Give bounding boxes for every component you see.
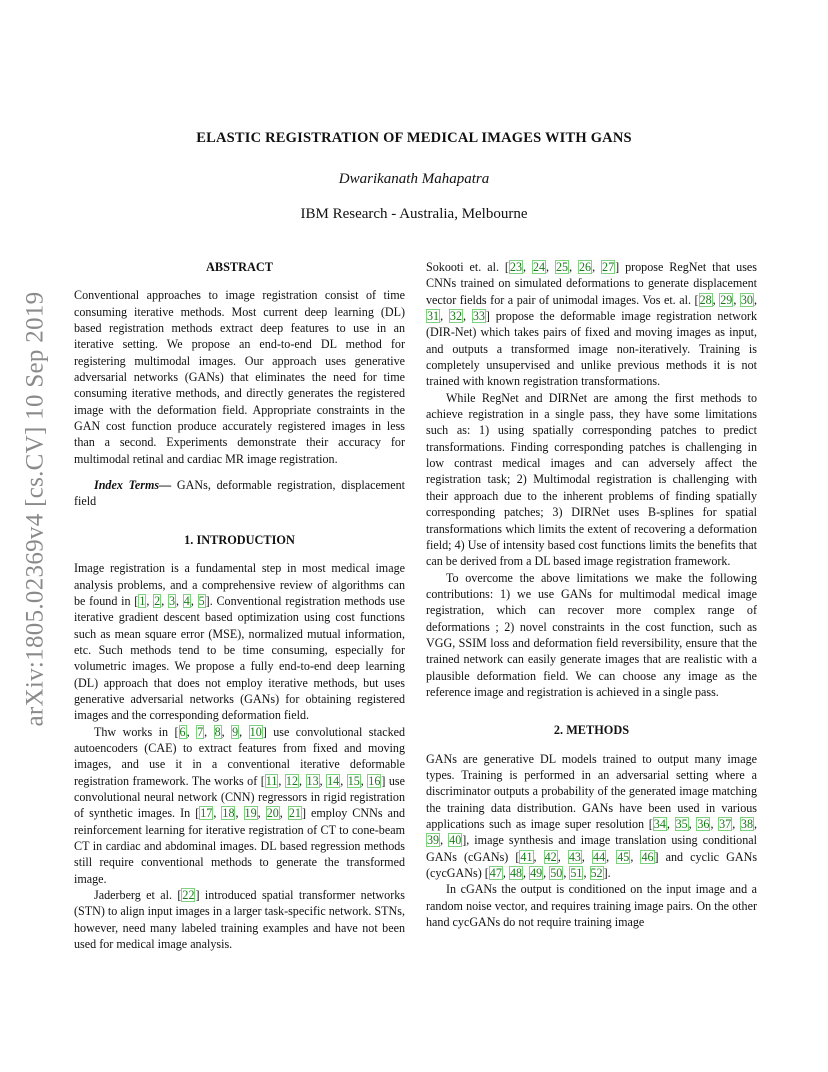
- citation-link[interactable]: 5: [198, 593, 205, 608]
- citation-link[interactable]: 41: [520, 849, 533, 864]
- citation-link[interactable]: 7: [197, 724, 204, 739]
- right-column: [426, 259, 757, 930]
- paper-title: ELASTIC REGISTRATION OF MEDICAL IMAGES WITH GANS: [196, 130, 632, 146]
- citation-link[interactable]: 4: [183, 593, 190, 608]
- citation-link[interactable]: 47: [489, 866, 502, 881]
- citation-link[interactable]: 34: [653, 817, 666, 831]
- citation-link[interactable]: 32: [449, 309, 462, 324]
- citation-link[interactable]: 43: [568, 849, 581, 864]
- citation-link[interactable]: 17: [200, 806, 213, 821]
- citation-link[interactable]: 35: [675, 817, 688, 831]
- citation-link[interactable]: 39: [427, 833, 440, 848]
- citation-link[interactable]: 30: [740, 292, 753, 307]
- abstract-heading: ABSTRACT: [206, 260, 273, 274]
- citation-link[interactable]: 29: [720, 292, 733, 307]
- citation-link[interactable]: 31: [427, 309, 440, 324]
- citation-link[interactable]: 28: [699, 292, 712, 307]
- citation-link[interactable]: 21: [288, 806, 301, 821]
- citation-link[interactable]: 20: [266, 806, 279, 821]
- citation-link[interactable]: 16: [368, 773, 381, 788]
- citation-link[interactable]: 15: [347, 773, 360, 788]
- intro-paragraph-1: Image registration is a fundamental step in most medical image analysis problems, and a comprehensive review of algorithms can be found in [1, 2, 3, 4, 5]. Conventional registration methods use iterative gradient descent based optimization using cost functions such as mean square error (MSE), normalized mutual information, etc. Such methods tend to be time consuming, especially for volumetric images. We propose a fully end-to-end deep learning (DL) approach that does not employ iterative methods, but uses generative adversarial networks (GANs) for obtaining registered images and the corresponding deformation field.: [74, 561, 406, 723]
- abstract-text: Conventional approaches to image registration consist of time consuming iterative methods. Most current deep learning (DL) based registration methods extract deep features to use in an iterative setting. We propose an end-to-end DL method for registering multimodal images. Our approach uses generative adversarial networks (GANs) that eliminates the need for time consuming iterative methods, and directly generates the registered image with the deformation field. Appropriate constraints in the GAN cost function produce accurately registered images in less than a second. Experiments demonstrate their accuracy for multimodal retinal and cardiac MR image registration.: [74, 288, 405, 466]
- index-terms-text: GANs, deformable registration, displacement field: [74, 478, 405, 509]
- citation-link[interactable]: 3: [168, 593, 176, 608]
- methods-paragraph-2: In cGANs the output is conditioned on the input image and a random noise vector, and requires training image pairs. On the other hand cycGANs do not require training image: [426, 882, 757, 930]
- citation-link[interactable]: 25: [555, 260, 569, 274]
- citation-link[interactable]: 36: [697, 817, 710, 831]
- citation-link[interactable]: 24: [532, 260, 546, 274]
- citation-link[interactable]: 6: [179, 724, 186, 739]
- citation-link[interactable]: 18: [222, 806, 235, 821]
- related-work-paragraph: Sokooti et. al. [23, 24, 25, 26, 27] propose RegNet that uses CNNs trained on simulated deformations to generate displacement vector fields for a pair of unimodal images. Vos et. al. [28, 29, 30, 31, 32, 33] propose the deformable image registration network (DIR-Net) which takes pairs of fixed and moving images as input, and outputs a transformed image non-iteratively. Training is completely unsupervised and unlike previous methods it is not trained with known registration transformations.: [426, 260, 758, 389]
- citation-link[interactable]: 23: [509, 260, 522, 274]
- methods-paragraph-1: GANs are generative DL models trained to output many image types. Training is performed in an adversarial setting where a discriminator outputs a probability of the generated image matching the training data distribution. GANs have been used in various applications such as image super resolution [34, 35, 36, 37, 38, 39, 40], image synthesis and image translation using conditional GANs (cGANs) [41, 42, 43, 44, 45, 46] and cyclic GANs (cycGANs) [47, 48, 49, 50, 51, 52].: [426, 751, 758, 881]
- arxiv-stamp: arXiv:1805.02369v4 [cs.CV] 10 Sep 2019: [21, 291, 49, 727]
- citation-link[interactable]: 50: [550, 866, 563, 881]
- citation-link[interactable]: 44: [593, 849, 606, 864]
- citation-link[interactable]: 1: [139, 593, 146, 608]
- contributions-paragraph: To overcome the above limitations we make the following contributions: 1) we use GANs for multimodal medical image registration, which can recover more complex range of deformations ; 2) novel constraints in the cost function, such as VGG, SSIM loss and deformation field reversibility, ensure that the trained network can easily generate images that are realistic with a plausible deformation field. We can choose any image as the reference image and registration is achieved in a single pass.: [426, 570, 757, 699]
- citation-link[interactable]: 12: [285, 773, 299, 788]
- citation-link[interactable]: 14: [327, 773, 340, 788]
- index-terms: [74, 477, 405, 510]
- index-terms-label: Index Terms—: [94, 478, 172, 493]
- left-column: [74, 259, 405, 952]
- citation-link[interactable]: 26: [579, 260, 592, 274]
- citation-link[interactable]: 40: [449, 833, 462, 848]
- citation-link[interactable]: 52: [590, 866, 603, 881]
- citation-link[interactable]: 37: [719, 817, 732, 831]
- author-affiliation: IBM Research - Australia, Melbourne: [300, 206, 528, 222]
- methods-heading: 2. METHODS: [553, 723, 630, 738]
- intro-heading: 1. INTRODUCTION: [184, 532, 295, 547]
- citation-link[interactable]: 8: [214, 724, 221, 739]
- intro-paragraph-2: Thw works in [6, 7, 8, 9, 10] use convolutional stacked autoencoders (CAE) to extract features from fixed and moving images, and use it in a conventional iterative deformable registration framework. The works of [11, 12, 13, 14, 15, 16] use convolutional neural network (CNN) regressors in rigid registration of synthetic images. In [17, 18, 19, 20, 21] employ CNNs and reinforcement learning for iterative registration of CT to cone-beam CT in cardiac and abdominal images. DL based regression methods still require conventional methods to generate the transformed image.: [74, 724, 406, 886]
- limitations-paragraph: While RegNet and DIRNet are among the first methods to achieve registration in a single pass, they have some limitations such as: 1) using spatially corresponding patches to predict transformations. Finding corresponding patches is challenging in low contrast medical images and can adversely affect the registration task; 2) Multimodal registration is challenging with their approach due to the inherent problems of finding spatially corresponding patches; 3) DIRNet uses B-splines for spatial transformations which limits the extent of recovering a deformation field; 4) Use of intensity based cost functions limits the benefits that can be derived from a DL based image registration framework.: [426, 390, 757, 569]
- citation-link[interactable]: 22: [182, 888, 195, 903]
- citation-link[interactable]: 48: [509, 866, 523, 881]
- citation-link[interactable]: 45: [617, 849, 630, 864]
- citation-link[interactable]: 33: [472, 309, 485, 324]
- citation-link[interactable]: 51: [570, 866, 583, 881]
- citation-link[interactable]: 10: [249, 724, 262, 739]
- citation-link[interactable]: 46: [641, 849, 654, 864]
- citation-link[interactable]: 11: [265, 773, 278, 788]
- citation-link[interactable]: 19: [244, 806, 257, 821]
- intro-paragraph-3: Jaderberg et al. [22] introduced spatial transformer networks (STN) to align input images in a larger task-specific network. STNs, however, need many labeled training examples and have not been used for medical image analysis.: [74, 888, 405, 952]
- citation-link[interactable]: 38: [740, 817, 753, 831]
- citation-link[interactable]: 2: [154, 593, 161, 608]
- citation-link[interactable]: 27: [602, 260, 615, 274]
- citation-link[interactable]: 9: [232, 724, 239, 739]
- citation-link[interactable]: 49: [530, 866, 543, 881]
- citation-link[interactable]: 13: [306, 773, 319, 788]
- citation-link[interactable]: 42: [544, 849, 557, 864]
- author-name: Dwarikanath Mahapatra: [338, 171, 490, 187]
